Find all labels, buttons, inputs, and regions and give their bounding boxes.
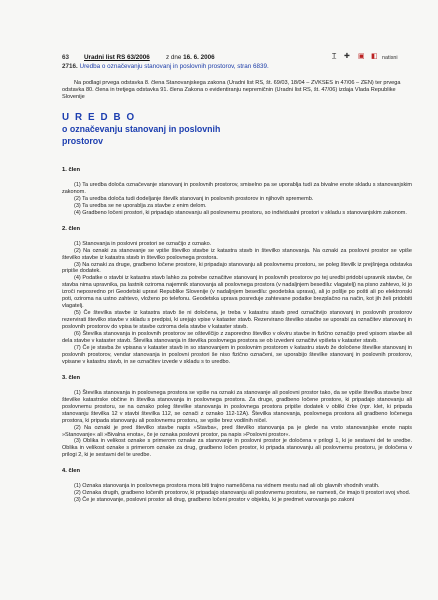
pdf-icon[interactable]: ◧ — [371, 53, 378, 60]
preamble: Na podlagi prvega odstavka 8. člena Stanovanjskega zakona (Uradni list RS, št. 69/03, 18/04 – ZVKSES in 47/06 – ZEN) ter prvega odstavka 80. člena in tretjega odstavka 91. člena Zakona o evidentiranju nepremičnin (Uradni list RS, št. 47/06) izdaja Vlada Republike Slovenije — [62, 80, 401, 101]
article-paragraph: (3) Oblika in velikost oznake s primerom oznake za stanovanje in poslovni prostor je določena v prilogi 1, ki je sestavni del te uredbe. Oblika in velikost oznake s primerom oznake za drug, gradbeno ločen prostor, ki pripada stanovanju ali poslovnemu prostoru, je določena v prilogi 2, ki je sestavni del te uredbe. — [62, 438, 412, 459]
article-heading: 1. člen — [62, 167, 81, 173]
text-icon[interactable]: T̲ — [332, 53, 337, 60]
article-paragraph: (4) Podatke o stavbi iz katastra stavb lahko za potrebe označitve stanovanj in poslovnih prostorov po tej uredbi pridobi upravnik stavbe, če stavba nima upravnika, pa lastnik oziroma najemnik stanovanja ali poslovnega prostora (v nadaljnjem besedilu: vlagatelj) na pisno zahtevo, ki jo izroči neposredno pri Geodetski upravi Republike Slovenije (v nadaljnjem besedilu: geodetska uprava), ali jo pošlje po pošti ali po elektronski poti, oziroma na ustno zahtevo, vloženo po telefonu. Geodetska uprava posreduje zahtevane podatke brezplačno na način, kot jih želi pridobiti vlagatelj. — [62, 275, 412, 310]
article-heading: 3. člen — [62, 374, 81, 381]
gazette-link[interactable]: Uradni list RS 63/2006 — [84, 54, 150, 61]
article-paragraph: (1) Stanovanja in poslovni prostori se označijo z oznako. — [74, 240, 212, 247]
regulation-body — [62, 158, 412, 504]
document-number: 2716. — [62, 63, 78, 70]
gazette-header — [62, 54, 408, 71]
document-title-link[interactable]: Uredba o označevanju stanovanj in poslovnih prostorov, stran 6839. — [79, 63, 269, 70]
article-paragraph: (4) Gradbeno ločeni prostori, ki pripadajo stanovanju ali poslovnemu prostoru, so individualni prostori v skladu s stanovanjskim zakonom. — [74, 209, 407, 216]
page-number: 63 — [62, 54, 70, 61]
date-prefix: z dne — [166, 54, 182, 61]
article-paragraph: (2) Na oznaki je pred številko stavbe napis »Stavba«, pred številko stanovanja pa je glede na vrsto stanovanjske enote napis »Stanovanje« ali »Bivalna enota«, če je oznaka poslovni prostor, pa napis »Poslovni prostor«. — [62, 424, 412, 438]
article-paragraph: (7) Če je stavba že vpisana v kataster stavb in so stanovanjem in poslovnim prostorom v katastru stavb že določene številke stanovanj in poslovnih prostorov, vendar stanovanja in poslovni prostori še niso fizično označeni, se uporabijo številke stanovanj in poslovnih prostorov, vpisane v katastru stavb, in se označitev izvede v skladu s to uredbo. — [62, 344, 412, 365]
publication-date — [166, 54, 215, 62]
article-paragraph: (6) Številka stanovanja in poslovnih prostorov se oštevilčijo z zaporedno številko v okviru stavbe in fizično označijo pred vpisom stavbe ali dela stavbe v kataster stavb. Številka stanovanja in številka poslovnega prostora se ob izvedeni označitvi vpišeta v kataster stavb. — [62, 331, 412, 345]
print-label[interactable]: natisni — [382, 55, 398, 61]
article-paragraph: (2) Na oznaki za stanovanje se vpiše številko stavbe iz katastra stavb in številko stanovanja. Na oznaki za poslovni prostor se vpiše številko stavbe iz katastra stavb in številko poslovnega prostora. — [62, 247, 412, 261]
header-toolbar — [298, 53, 408, 63]
title-main: U R E D B O — [62, 112, 136, 123]
article-paragraph: (2) Oznaka drugih, gradbeno ločenih prostorov, ki pripadajo stanovanju ali poslovnemu prostoru, se namesti, če imajo ti prostori svoj vhod. — [74, 490, 411, 497]
document-reference — [62, 63, 408, 71]
article-paragraph: (1) Oznaka stanovanja in poslovnega prostora mora biti trajno nameščena na vidnem mestu nad ali ob glavnih vhodnih vratih. — [74, 483, 380, 490]
regulation-title — [62, 112, 362, 146]
title-subtitle-1: o označevanju stanovanj in poslovnih — [62, 124, 221, 134]
article-paragraph: (3) Ta uredba se ne uporablja za stavbe z enim delom. — [74, 202, 207, 209]
article-paragraph: (2) Ta uredba določa tudi dodeljanje številk stanovanj in poslovnih prostorov in njihovih sprememb. — [74, 195, 314, 202]
article-paragraph: (5) Če številka stavbe iz katastra stavb še ni določena, je treba v katastru stavb pred označitvijo stanovanj in poslovnih prostorov rezervirati številko stavbe v skladu s predpisi, ki urejajo vpise v kataster stavb. Rezervirano številko stavbe se uporabi za označitev stanovanj in poslovnih prostorov do vpisa te stavbe oziroma dela stavbe v kataster stavb. — [62, 310, 412, 331]
symbol-icon[interactable]: ✚ — [344, 53, 350, 60]
date-value: 16. 6. 2006 — [183, 54, 215, 61]
article-paragraph: (3) Na oznaki za druge, gradbeno ločene prostore, ki pripadajo stanovanju ali poslovnemu prostoru, se poleg številk iz prejšnjega odstavka pripiše dodatek. — [62, 261, 412, 275]
article-paragraph: (3) Če je stanovanje, poslovni prostor ali drug, gradbeno ločeni prostor v objektu, ki je predmet varovanja po zakoni — [74, 497, 355, 504]
article-paragraph: (1) Številka stanovanja in poslovnega prostora se vpiše na oznaki za stanovanje ali poslovni prostor tako, da se vpiše številka stavbe brez številke katastrske občine in številka stanovanja in poslovnega prostora. Za druge, gradbeno ločene prostore, ki pripadajo stanovanju ali poslovnemu prostoru, se na oznako poleg številke stanovanja in poslovnega prostora pripiše dodatek v obliki črke (npr. klet, ki pripada stanovanju številka 12 v stavbi številka 112, se označi z oznako 112-12A). Številka stanovanja, poslovnega prostora ali gradbeno ločenega prostora, ki pripada stanovanju ali poslovnemu prostoru, se vpiše brez vodilnih ničel. — [62, 389, 412, 424]
title-subtitle-2: prostorov — [62, 135, 104, 146]
article-heading: 4. člen — [62, 468, 81, 475]
article-paragraph: (1) Ta uredba določa označevanje stanovanj in poslovnih prostorov, smiselno pa se uporablja tudi za bivalne enote skladu s stanovanjskim zakonom. — [62, 181, 412, 195]
print-icon[interactable]: ▣ — [358, 53, 365, 60]
article-heading: 2. člen — [62, 225, 81, 232]
